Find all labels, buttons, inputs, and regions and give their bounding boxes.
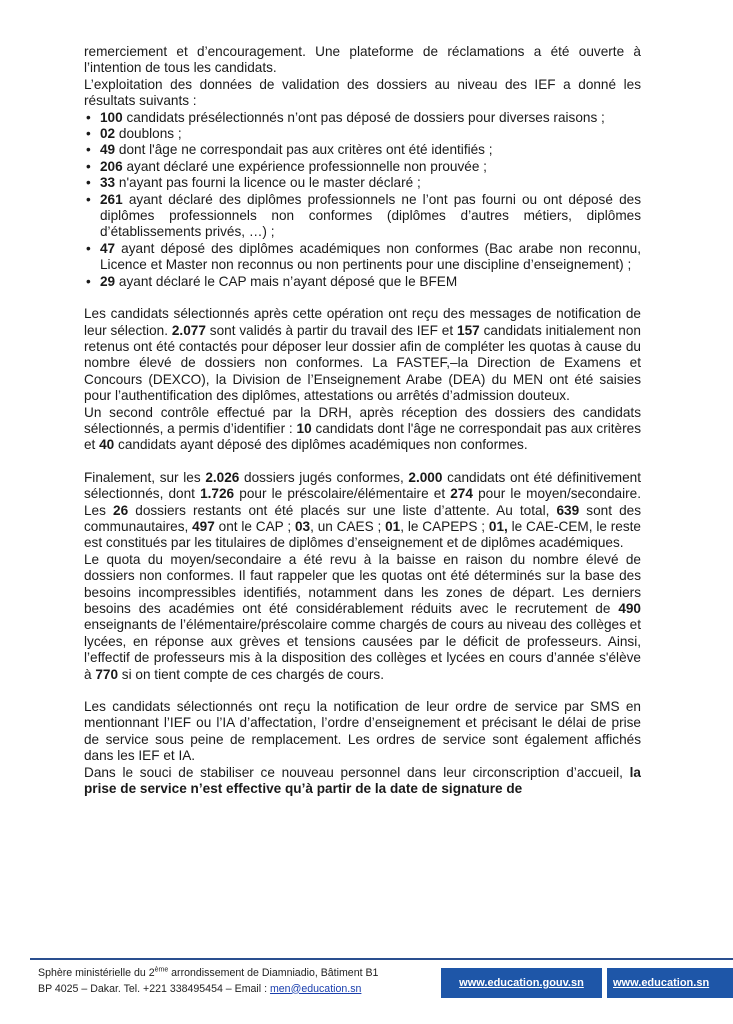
- list-item-number: 206: [100, 158, 123, 174]
- list-item: [84, 126, 641, 142]
- list-item: [84, 159, 641, 175]
- list-item: [84, 241, 641, 274]
- list-item-number: 100: [100, 109, 123, 125]
- bullet-icon: •: [86, 126, 91, 142]
- list-item-text: ayant déclaré une expérience professionnelle non prouvée ;: [122, 158, 487, 174]
- list-item-text: dont l'âge ne correspondait pas aux critères ont été identifiés ;: [115, 142, 493, 158]
- figure-value: 2.077: [171, 322, 206, 338]
- paragraph-second-control: [84, 405, 641, 454]
- figure-value: 157: [457, 322, 480, 338]
- list-item-text: ayant déposé des diplômes académiques non conformes (Bac arabe non reconnu, Licence et Master non reconnus ou non pertinents pour une discipline d’enseignement) ;: [100, 240, 641, 273]
- bullet-icon: •: [86, 191, 91, 207]
- figure-value: 26: [113, 502, 129, 518]
- emphasis-text: la prise de service n’est effective qu’à partir de la date de signature de: [84, 764, 641, 797]
- text-run: Sphère ministérielle du 2: [38, 967, 155, 979]
- website-link-gouv[interactable]: www.education.gouv.sn: [441, 968, 602, 998]
- figure-value: 497: [192, 518, 215, 534]
- list-item-number: 29: [100, 273, 116, 289]
- website-link[interactable]: www.education.sn: [607, 968, 733, 998]
- bullet-icon: •: [86, 109, 91, 125]
- list-item: [84, 192, 641, 241]
- figure-value: 2.026: [205, 469, 240, 485]
- text-run: , le CAPEPS ;: [400, 518, 489, 534]
- paragraph-service-order: Les candidats sélectionnés ont reçu la notification de leur ordre de service par SMS en mentionnant l’IEF ou l’IA d’affectation, l’ordre d’enseignement et précisant le délai de prise de service sous peine de remplacement. Les ordres de service sont également affichés dans les IEF et IA.: [84, 699, 641, 764]
- figure-value: 274: [450, 486, 473, 502]
- text-run: sont des communautaires,: [84, 502, 641, 534]
- paragraph-notification: [84, 306, 641, 404]
- text-run: dossiers restants ont été placés sur une liste d’attente. Au total,: [128, 502, 557, 518]
- text-run: arrondissement de Diamniadio, Bâtiment B1: [168, 967, 379, 979]
- list-item: [84, 110, 641, 126]
- bullet-icon: •: [86, 158, 91, 174]
- paragraph-spacer: [84, 290, 641, 306]
- footer-address-line-1: [38, 966, 438, 982]
- text-run: candidats ont été définitivement sélectionnés, dont: [84, 469, 641, 502]
- paragraph-stabilisation: [84, 765, 641, 798]
- paragraph-final-selection: [84, 470, 641, 552]
- list-item: [84, 175, 641, 191]
- paragraph-validation-results: L’exploitation des données de validation des dossiers au niveau des IEF a donné les résultats suivants :: [84, 76, 641, 109]
- figure-value: 490: [618, 601, 641, 616]
- text-run: Un second contrôle effectué par la DRH, après réception des dossiers des candidats sélectionnés, a permis d’identifier :: [84, 404, 641, 436]
- list-item-number: 261: [100, 191, 123, 207]
- list-item-text: doublons ;: [115, 126, 182, 142]
- list-item-number: 02: [100, 126, 116, 142]
- text-run: Finalement, sur les: [84, 469, 206, 485]
- list-item-text: ayant déclaré des diplômes professionnels ne l’ont pas fourni ou ont déposé des diplômes professionnels non conformes (diplômes d’autres métiers, diplômes d’établissements privés, …) ;: [100, 191, 641, 240]
- bullet-icon: •: [86, 273, 91, 289]
- bullet-icon: •: [86, 175, 91, 191]
- figure-value: 2.000: [408, 469, 443, 485]
- text-run: enseignants de l’élémentaire/préscolaire comme chargés de cours au niveau des collèges et lycées, en réponse aux grèves et tensions causées par le déficit de professeurs. Ainsi, l’effectif de professeurs mis à la disposition des collèges et lycées en cours d’année s'élève à: [84, 617, 641, 682]
- text-run: Dans le souci de stabiliser ce nouveau personnel dans leur circonscription d’accueil,: [84, 764, 630, 780]
- text-run: le CAE-CEM, le reste est constitués par les titulaires de diplômes d’enseignement et de diplômes académiques.: [84, 518, 641, 551]
- figure-value: 01,: [488, 518, 508, 534]
- text-run: dossiers jugés conformes,: [239, 469, 409, 485]
- results-list: [84, 110, 641, 290]
- text-run: candidats ayant déposé des diplômes académiques non conformes.: [114, 437, 528, 453]
- paragraph-intro-end: remerciement et d’encouragement. Une plateforme de réclamations a été ouverte à l’intention de tous les candidats.: [84, 44, 641, 76]
- email-link[interactable]: men@education.sn: [269, 982, 362, 995]
- text-run: pour le préscolaire/élémentaire et: [234, 486, 451, 502]
- list-item-text: n'ayant pas fourni la licence ou le master déclaré ;: [115, 175, 421, 191]
- figure-value: 639: [556, 502, 580, 518]
- text-run: ont le CAP ;: [214, 518, 295, 534]
- text-run: Le quota du moyen/secondaire a été revu à la baisse en raison du nombre élevé de dossiers non conformes. Il faut rappeler que les quotas ont été déterminés sur la base des besoins incompressibles identifiés, notamment dans les zones de départ. Les derniers besoins des académies ont été considérablement réduits avec le recrutement de: [84, 551, 641, 616]
- footer-address: [38, 966, 438, 997]
- figure-value: 03: [294, 518, 311, 534]
- text-run: candidats initialement non retenus ont été contactés pour déposer leur dossier afin de compléter les quotas à cause du nombre élevé de dossiers non conformes. La FASTEF,–la Direction de Examens et Concours (DEXCO), la Division de l’Enseignement Arabe (DEA) du MEN ont été saisies pour l’authentification des diplômes, attestations ou arrêtés d’admission douteux.: [84, 322, 641, 404]
- footer-address-line-2: [38, 982, 438, 998]
- text-run: si on tient compte de ces chargés de cours.: [118, 666, 385, 682]
- bullet-icon: •: [86, 240, 91, 256]
- list-item: [84, 142, 641, 158]
- page-footer: [0, 952, 733, 1024]
- figure-value: 10: [296, 420, 312, 436]
- text-run: candidats dont l'âge ne correspondait pas aux critères et: [84, 420, 641, 453]
- paragraph-spacer: [84, 454, 641, 470]
- footer-divider: [30, 958, 733, 960]
- document-body: [84, 44, 641, 797]
- list-item-text: candidats présélectionnés n’ont pas déposé de dossiers pour diverses raisons ;: [122, 109, 605, 125]
- list-item-number: 33: [100, 175, 116, 191]
- list-item-number: 49: [100, 142, 116, 158]
- paragraph-quota: [84, 552, 641, 683]
- text-run: Les candidats sélectionnés après cette opération ont reçu des messages de notification de leur sélection.: [84, 306, 641, 338]
- text-run: BP 4025 – Dakar. Tel. +221 338495454 – Email :: [38, 982, 270, 995]
- list-item-text: ayant déclaré le CAP mais n’ayant déposé que le BFEM: [115, 273, 458, 289]
- list-item-number: 47: [100, 240, 116, 256]
- text-run: , un CAES ;: [310, 518, 386, 534]
- figure-value: 01: [385, 518, 401, 534]
- figure-value: 770: [95, 666, 119, 682]
- figure-value: 1.726: [200, 486, 235, 502]
- figure-value: 40: [99, 437, 115, 453]
- list-item: [84, 274, 641, 290]
- paragraph-spacer: [84, 683, 641, 699]
- text-run: sont validés à partir du travail des IEF et: [205, 322, 458, 338]
- bullet-icon: •: [86, 142, 91, 158]
- superscript: ème: [154, 966, 169, 974]
- text-run: pour le moyen/secondaire. Les: [84, 486, 641, 518]
